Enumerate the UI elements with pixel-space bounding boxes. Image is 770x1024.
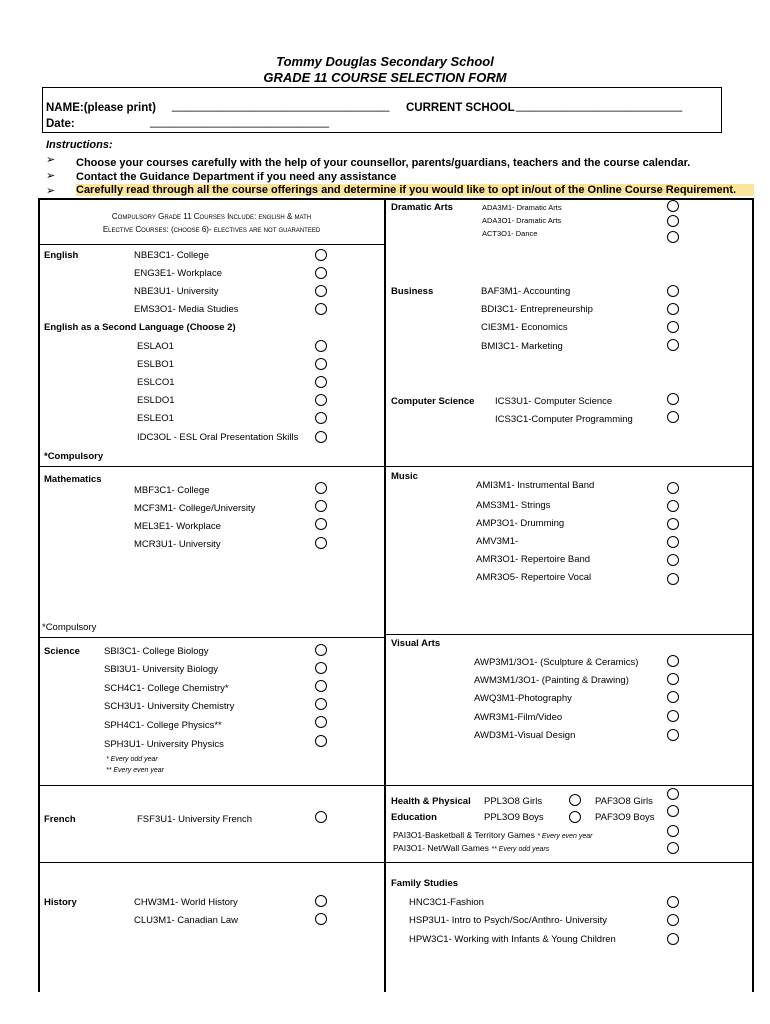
- course-label: NBE3C1- College: [134, 250, 209, 261]
- course-checkbox[interactable]: [667, 691, 679, 703]
- course-label: ICS3U1- Computer Science: [495, 396, 613, 407]
- math-title: Mathematics: [44, 474, 102, 485]
- course-checkbox[interactable]: [667, 321, 679, 333]
- course-checkbox[interactable]: [315, 537, 327, 549]
- course-checkbox[interactable]: [315, 518, 327, 530]
- english-title: English: [44, 250, 79, 261]
- course-checkbox[interactable]: [667, 303, 679, 315]
- course-checkbox[interactable]: [315, 394, 327, 406]
- course-checkbox[interactable]: [667, 573, 679, 585]
- course-label: CHW3M1- World History: [134, 897, 238, 908]
- bullet-icon: ➢: [46, 170, 56, 182]
- esl-title: English as a Second Language (Choose 2): [44, 322, 236, 333]
- divider: [385, 862, 753, 863]
- course-label: PPL3O9 Boys: [484, 812, 544, 823]
- french-title: French: [44, 814, 76, 825]
- course-checkbox[interactable]: [667, 339, 679, 351]
- course-label: [393, 830, 593, 840]
- course-checkbox[interactable]: [315, 412, 327, 424]
- course-checkbox[interactable]: [667, 933, 679, 945]
- course-checkbox[interactable]: [315, 662, 327, 674]
- table-divider-middle: [384, 198, 386, 992]
- course-label: AMS3M1- Strings: [476, 500, 551, 511]
- course-label: ICS3C1-Computer Programming: [495, 414, 633, 425]
- course-checkbox[interactable]: [315, 811, 327, 823]
- course-checkbox[interactable]: [667, 518, 679, 530]
- science-title: Science: [44, 646, 80, 657]
- health-title: Health & Physical: [391, 796, 471, 807]
- course-label: CLU3M1- Canadian Law: [134, 915, 239, 926]
- divider: [38, 785, 385, 786]
- course-label: ADA3M1- Dramatic Arts: [482, 203, 562, 212]
- course-checkbox[interactable]: [569, 811, 581, 823]
- date-label: Date:: [46, 118, 75, 130]
- course-label: ESLCO1: [137, 377, 175, 388]
- music-title: Music: [391, 471, 418, 482]
- bullet-icon: ➢: [46, 154, 56, 166]
- name-label: NAME:(please print): [46, 102, 156, 114]
- course-checkbox[interactable]: [315, 913, 327, 925]
- course-label: SBI3U1- University Biology: [104, 664, 219, 675]
- course-checkbox[interactable]: [315, 340, 327, 352]
- course-name: PAI3O1-Basketball & Territory Games: [393, 830, 535, 840]
- compulsory-note: *Compulsory: [42, 622, 97, 633]
- course-checkbox[interactable]: [667, 914, 679, 926]
- course-checkbox[interactable]: [667, 200, 679, 212]
- course-label: AWD3M1-Visual Design: [474, 730, 576, 741]
- course-checkbox[interactable]: [315, 716, 327, 728]
- course-label: HSP3U1- Intro to Psych/Soc/Anthro- University: [409, 915, 607, 926]
- visual-arts-title: Visual Arts: [391, 638, 441, 649]
- course-checkbox[interactable]: [667, 825, 679, 837]
- table-border-left: [38, 198, 40, 992]
- course-label: PPL3O8 Girls: [484, 796, 543, 807]
- table-border-right: [752, 198, 754, 992]
- course-label: ESLDO1: [137, 395, 175, 406]
- divider: [38, 244, 385, 245]
- course-label: ESLBO1: [137, 359, 174, 370]
- course-checkbox[interactable]: [667, 285, 679, 297]
- course-label: AMR3O5- Repertoire Vocal: [476, 572, 592, 583]
- course-note: ** Every odd years: [491, 846, 550, 853]
- course-label: ESLAO1: [137, 341, 174, 352]
- course-checkbox[interactable]: [315, 376, 327, 388]
- course-label: AMP3O1- Drumming: [476, 518, 565, 529]
- course-checkbox[interactable]: [667, 655, 679, 667]
- course-checkbox[interactable]: [667, 729, 679, 741]
- cs-title: Computer Science: [391, 396, 475, 407]
- instruction-2: Contact the Guidance Department if you need any assistance: [76, 171, 397, 183]
- course-label: FSF3U1- University French: [137, 814, 253, 825]
- instruction-1: Choose your courses carefully with the help of your counsellor, parents/guardians, teachers and the course calendar.: [76, 157, 691, 169]
- course-label: AMI3M1- Instrumental Band: [476, 480, 595, 491]
- course-label: BMI3C1- Marketing: [481, 341, 563, 352]
- course-checkbox[interactable]: [315, 680, 327, 692]
- course-note: * Every even year: [537, 833, 593, 840]
- course-checkbox[interactable]: [315, 285, 327, 297]
- table-border-top: [38, 198, 754, 200]
- compulsory-header: Compulsory Grade 11 Courses Include: english & math: [111, 212, 312, 221]
- family-title: Family Studies: [391, 878, 459, 889]
- course-checkbox[interactable]: [667, 231, 679, 243]
- course-checkbox[interactable]: [667, 536, 679, 548]
- drama-title: Dramatic Arts: [391, 202, 453, 213]
- course-checkbox[interactable]: [315, 500, 327, 512]
- course-checkbox[interactable]: [667, 805, 679, 817]
- instruction-3: Carefully read through all the course offerings and determine if you would like to opt in/out of the Online Course Requirement.: [76, 184, 754, 196]
- history-title: History: [44, 897, 77, 908]
- course-label: MCR3U1- University: [134, 539, 221, 550]
- course-checkbox[interactable]: [315, 735, 327, 747]
- course-label: ENG3E1- Workplace: [134, 268, 222, 279]
- course-checkbox[interactable]: [667, 554, 679, 566]
- course-checkbox[interactable]: [315, 698, 327, 710]
- course-checkbox[interactable]: [667, 788, 679, 800]
- course-checkbox[interactable]: [315, 358, 327, 370]
- course-label: SCH4C1- College Chemistry*: [104, 683, 229, 694]
- school-name: Tommy Douglas Secondary School: [276, 54, 494, 69]
- elective-header: Elective Courses: (choose 6)- electives are not guaranteed: [102, 225, 321, 234]
- compulsory-note: *Compulsory: [44, 451, 104, 462]
- name-field[interactable]: __________________________________: [172, 100, 390, 112]
- course-checkbox[interactable]: [315, 249, 327, 261]
- course-checkbox[interactable]: [315, 431, 327, 443]
- science-note: ** Every even year: [106, 767, 164, 774]
- form-title: GRADE 11 COURSE SELECTION FORM: [263, 70, 507, 85]
- course-label: NBE3U1- University: [134, 286, 219, 297]
- course-label: MBF3C1- College: [134, 485, 210, 496]
- business-title: Business: [391, 286, 434, 297]
- course-label: AMV3M1-: [476, 536, 519, 547]
- course-label: [393, 843, 549, 853]
- course-label: ADA3O1- Dramatic Arts: [482, 216, 562, 225]
- course-label: CIE3M1- Economics: [481, 322, 568, 333]
- current-school-field[interactable]: __________________________: [516, 100, 683, 112]
- course-label: AMR3O1- Repertoire Band: [476, 554, 591, 565]
- course-checkbox[interactable]: [667, 411, 679, 423]
- course-label: IDC3OL - ESL Oral Presentation Skills: [137, 432, 299, 443]
- course-checkbox[interactable]: [667, 710, 679, 722]
- divider: [38, 637, 385, 638]
- course-label: SPH4C1- College Physics**: [104, 720, 222, 731]
- course-label: BDI3C1- Entrepreneurship: [481, 304, 593, 315]
- divider: [385, 634, 753, 635]
- course-label: SPH3U1- University Physics: [104, 739, 224, 750]
- science-note: * Every odd year: [106, 756, 158, 763]
- course-label: MCF3M1- College/University: [134, 503, 256, 514]
- course-checkbox[interactable]: [667, 482, 679, 494]
- course-label: AWR3M1-Film/Video: [474, 712, 563, 723]
- course-label: PAF3O9 Boys: [595, 812, 655, 823]
- course-label: EMS3O1- Media Studies: [134, 304, 239, 315]
- course-checkbox[interactable]: [667, 215, 679, 227]
- course-label: ACT3O1- Dance: [482, 229, 538, 238]
- course-label: MEL3E1- Workplace: [134, 521, 221, 532]
- course-checkbox[interactable]: [315, 303, 327, 315]
- divider: [38, 466, 385, 467]
- date-field[interactable]: ____________________________: [150, 116, 330, 128]
- course-label: HPW3C1- Working with Infants & Young Children: [409, 934, 616, 945]
- course-label: AWQ3M1-Photography: [474, 693, 572, 704]
- course-label: AWP3M1/3O1- (Sculpture & Ceramics): [474, 657, 639, 668]
- course-label: SBI3C1- College Biology: [104, 646, 209, 657]
- divider: [385, 466, 753, 467]
- divider: [38, 862, 385, 863]
- course-checkbox[interactable]: [667, 673, 679, 685]
- course-checkbox[interactable]: [315, 895, 327, 907]
- course-checkbox[interactable]: [667, 393, 679, 405]
- course-checkbox[interactable]: [667, 896, 679, 908]
- bullet-icon: ➢: [46, 185, 56, 197]
- course-checkbox[interactable]: [667, 500, 679, 512]
- course-checkbox[interactable]: [667, 842, 679, 854]
- course-checkbox[interactable]: [315, 267, 327, 279]
- divider: [385, 785, 753, 786]
- health-title: Education: [391, 812, 437, 823]
- course-label: PAF3O8 Girls: [595, 796, 653, 807]
- course-label: SCH3U1- University Chemistry: [104, 701, 235, 712]
- course-label: ESLEO1: [137, 413, 174, 424]
- course-label: BAF3M1- Accounting: [481, 286, 571, 297]
- course-label: AWM3M1/3O1- (Painting & Drawing): [474, 675, 629, 686]
- course-checkbox[interactable]: [315, 644, 327, 656]
- course-label: HNC3C1-Fashion: [409, 897, 484, 908]
- course-checkbox[interactable]: [315, 482, 327, 494]
- instructions-heading: Instructions:: [46, 139, 113, 151]
- course-name: PAI3O1- Net/Wall Games: [393, 843, 489, 853]
- current-school-label: CURRENT SCHOOL: [406, 102, 515, 114]
- course-checkbox[interactable]: [569, 794, 581, 806]
